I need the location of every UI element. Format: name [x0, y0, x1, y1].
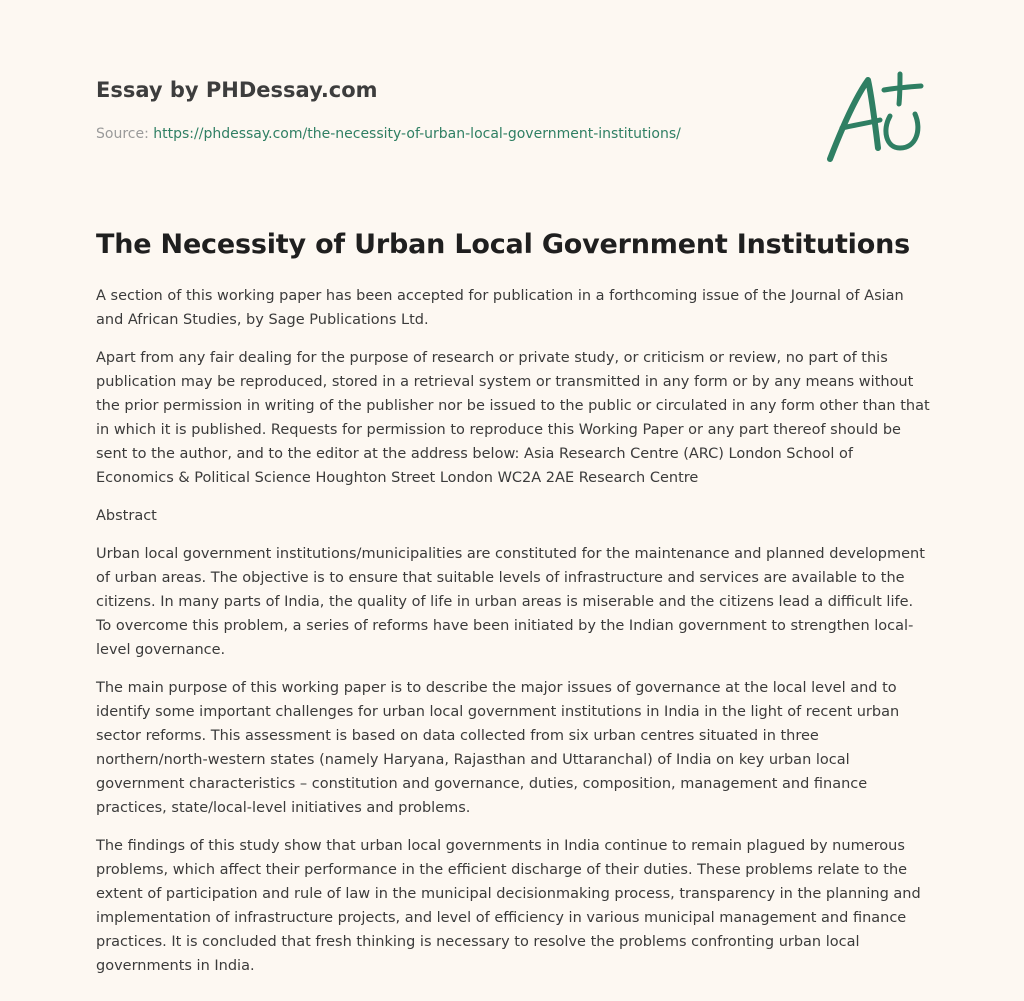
- brand-title: Essay by PHDessay.com: [96, 78, 378, 102]
- page-title: The Necessity of Urban Local Government Institutions: [96, 229, 910, 260]
- paragraph-findings: The findings of this study show that urban local governments in India continue to remain plagued by numerous problems, which affect their performance in the efficient discharge of their duties. These problems relate to the extent of participation and rule of law in the municipal decisionmaking process, transparency in the planning and implementation of infrastructure projects, and level of efficiency in various municipal management and finance practices. It is concluded that fresh thinking is necessary to resolve the problems confronting urban local governments in India.: [96, 838, 921, 974]
- paragraph-publication-note: A section of this working paper has been accepted for publication in a forthcoming issue of the Journal of Asian and African Studies, by Sage Publications Ltd.: [96, 288, 904, 328]
- source-link[interactable]: https://phdessay.com/the-necessity-of-urban-local-government-institutions/: [153, 126, 681, 142]
- paragraph-abstract-intro: Urban local government institutions/municipalities are constituted for the maintenance and planned development of urban areas. The objective is to ensure that suitable levels of infrastructure and services are available to the citizens. In many parts of India, the quality of life in urban areas is miserable and the citizens lead a difficult life. To overcome this problem, a series of reforms have been initiated by the Indian government to strengthen local-level governance.: [96, 546, 925, 658]
- source-line: [96, 124, 796, 144]
- abstract-heading: Abstract: [96, 508, 157, 524]
- article: [96, 226, 932, 992]
- a-plus-icon: [820, 68, 930, 168]
- paragraph-purpose: The main purpose of this working paper is to describe the major issues of governance at the local level and to identify some important challenges for urban local government institutions in India in the light of recent urban sector reforms. This assessment is based on data collected from six urban centres situated in three northern/north-western states (namely Haryana, Rajasthan and Uttaranchal) of India on key urban local government characteristics – constitution and governance, duties, composition, management and finance practices, state/local-level initiatives and problems.: [96, 680, 900, 816]
- paragraph-copyright: Apart from any fair dealing for the purpose of research or private study, or criticism or review, no part of this publication may be reproduced, stored in a retrieval system or transmitted in any form or by any means without the prior permission in writing of the publisher nor be issued to the public or circulated in any form other than that in which it is published. Requests for permission to reproduce this Working Paper or any part thereof should be sent to the author, and to the editor at the address below: Asia Research Centre (ARC) London School of Economics & Political Science Houghton Street London WC2A 2AE Research Centre: [96, 350, 930, 486]
- header: [96, 76, 796, 144]
- source-label: Source:: [96, 126, 149, 142]
